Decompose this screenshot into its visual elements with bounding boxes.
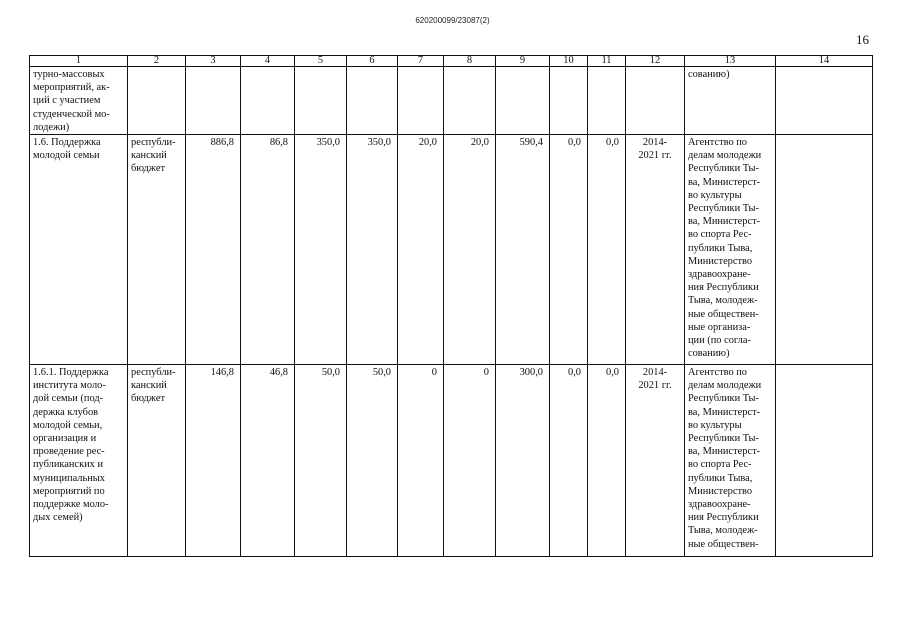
empty-cell [398, 67, 444, 135]
column-header: 1 [30, 56, 128, 67]
value-cell: 0,0 [550, 365, 588, 557]
document-id: 620200099/23087(2) [415, 16, 490, 25]
activity-name-cell: 1.6. Поддержка молодой семьи [30, 135, 128, 365]
column-header: 3 [186, 56, 241, 67]
column-header: 6 [347, 56, 398, 67]
executor-cell: Агентство по делам молодежи Республики Ты- ва, Министерст- во культуры Республики Ты- ва, Министерст- во спорта Рес- публики Тыва, Министерство здравоохране- ния Республики Тыва, молодеж- ные обществен- ные организа- ции (по согла- сованию) [685, 135, 776, 365]
value-cell: 46,8 [241, 365, 295, 557]
table-row [30, 135, 873, 365]
value-cell: 86,8 [241, 135, 295, 365]
value-cell: 886,8 [186, 135, 241, 365]
column-header: 12 [626, 56, 685, 67]
empty-cell [626, 67, 685, 135]
value-cell: 146,8 [186, 365, 241, 557]
executor-cell: сованию) [685, 67, 776, 135]
empty-cell [776, 67, 873, 135]
column-header: 13 [685, 56, 776, 67]
result-cell [776, 135, 873, 365]
value-cell: 50,0 [347, 365, 398, 557]
value-cell: 0,0 [550, 135, 588, 365]
period-cell: 2014- 2021 гг. [626, 135, 685, 365]
empty-cell [186, 67, 241, 135]
empty-cell [496, 67, 550, 135]
table-row-continuation [30, 67, 873, 135]
value-cell: 300,0 [496, 365, 550, 557]
result-cell [776, 365, 873, 557]
column-number-row [30, 56, 873, 67]
value-cell: 20,0 [398, 135, 444, 365]
column-header: 7 [398, 56, 444, 67]
table-row [30, 365, 873, 557]
period-cell: 2014- 2021 гг. [626, 365, 685, 557]
column-header: 2 [128, 56, 186, 67]
funding-source-cell: республи- канский бюджет [128, 135, 186, 365]
column-header: 4 [241, 56, 295, 67]
empty-cell [241, 67, 295, 135]
empty-cell [444, 67, 496, 135]
value-cell: 590,4 [496, 135, 550, 365]
empty-cell [295, 67, 347, 135]
column-header: 8 [444, 56, 496, 67]
empty-cell [588, 67, 626, 135]
empty-cell [128, 67, 186, 135]
value-cell: 50,0 [295, 365, 347, 557]
funding-source-cell: республи- канский бюджет [128, 365, 186, 557]
value-cell: 20,0 [444, 135, 496, 365]
column-header: 14 [776, 56, 873, 67]
value-cell: 350,0 [347, 135, 398, 365]
executor-cell: Агентство по делам молодежи Республики Ты- ва, Министерст- во культуры Республики Ты- ва, Министерст- во спорта Рес- публики Тыва, Министерство здравоохране- ния Республики Тыва, молодеж- ные обществен- [685, 365, 776, 557]
column-header: 9 [496, 56, 550, 67]
page-number: 16 [856, 32, 869, 47]
column-header: 5 [295, 56, 347, 67]
empty-cell [347, 67, 398, 135]
value-cell: 0 [398, 365, 444, 557]
value-cell: 0,0 [588, 365, 626, 557]
value-cell: 350,0 [295, 135, 347, 365]
column-header: 11 [588, 56, 626, 67]
activity-name-cell: турно-массовых мероприятий, ак- ций с участием студенческой мо- лодежи) [30, 67, 128, 135]
column-header: 10 [550, 56, 588, 67]
budget-table [29, 55, 873, 557]
value-cell: 0,0 [588, 135, 626, 365]
empty-cell [550, 67, 588, 135]
activity-name-cell: 1.6.1. Поддержка института моло- дой семьи (под- держка клубов молодой семьи, организация и проведение рес- публиканских и муниципальных мероприятий по поддержке моло- дых семей) [30, 365, 128, 557]
value-cell: 0 [444, 365, 496, 557]
